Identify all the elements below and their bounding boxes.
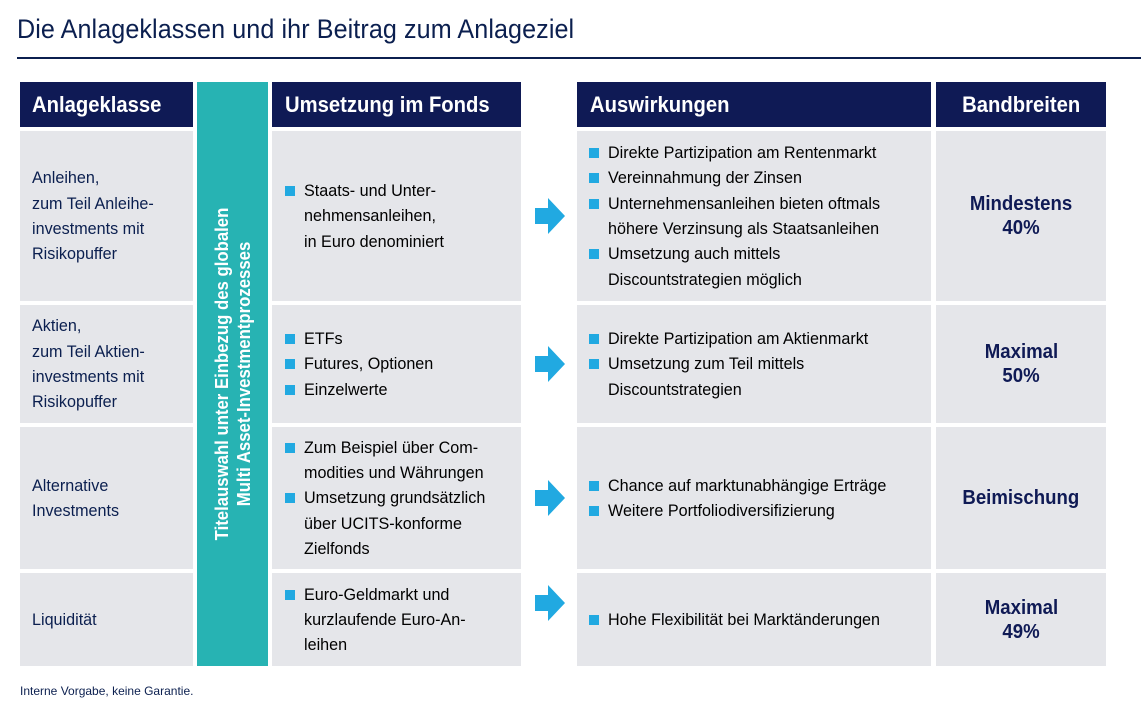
square-bullet-icon — [285, 590, 295, 600]
title-divider — [17, 57, 1141, 59]
square-bullet-icon — [589, 334, 599, 344]
asset-class-line: Anleihen, — [32, 168, 100, 188]
implementation-item-text — [304, 485, 495, 561]
effect-item-text — [608, 326, 882, 351]
header-auswirkungen-label: Auswirkungen — [590, 91, 730, 117]
row-1-implementation — [272, 131, 521, 301]
square-bullet-icon — [285, 385, 295, 395]
row-4-implementation — [272, 573, 521, 666]
asset-class-line: investments mit — [32, 219, 145, 238]
effect-item-line: Discountstrategien möglich — [608, 269, 802, 289]
header-bandbreiten-label: Bandbreiten — [961, 91, 1081, 117]
implementation-item — [285, 485, 521, 561]
effect-item-text — [608, 241, 812, 292]
asset-class-line: Risikopuffer — [32, 244, 117, 264]
implementation-item-line: Zielfonds — [304, 538, 370, 558]
header-umsetzung-label: Umsetzung im Fonds — [285, 91, 490, 117]
implementation-item-text — [304, 326, 345, 351]
row-4-range — [936, 573, 1106, 666]
row-4-asset-class — [20, 573, 193, 666]
effect-item — [589, 191, 931, 242]
square-bullet-icon — [285, 493, 295, 503]
asset-class-line: Aktien, — [32, 316, 82, 336]
square-bullet-icon — [285, 359, 295, 369]
implementation-item-line: ETFs — [304, 329, 343, 349]
effect-item-text — [608, 140, 891, 165]
row-4-effects — [577, 573, 931, 666]
row-2-effects — [577, 305, 931, 423]
effect-item-text — [608, 351, 815, 402]
implementation-item — [285, 326, 521, 351]
implementation-item-text — [304, 377, 392, 402]
asset-class-line: zum Teil Aktien- — [32, 341, 145, 361]
square-bullet-icon — [285, 334, 295, 344]
asset-class-line: zum Teil Anleihe- — [32, 193, 154, 213]
row-1-asset-class — [20, 131, 193, 301]
implementation-item-line: Futures, Optionen — [304, 354, 434, 374]
asset-class-line: Investments — [32, 501, 120, 520]
effect-item-line: Direkte Partizipation am Aktienmarkt — [608, 329, 869, 349]
implementation-item — [285, 377, 521, 402]
square-bullet-icon — [589, 199, 599, 209]
effect-item — [589, 326, 931, 351]
square-bullet-icon — [285, 186, 295, 196]
page-title: Die Anlageklassen und ihr Beitrag zum Anlageziel — [17, 14, 575, 44]
effect-item-text — [608, 191, 894, 242]
implementation-item-line: Euro-Geldmarkt und — [304, 584, 450, 604]
implementation-item-line: Einzelwerte — [304, 379, 388, 399]
effect-item — [589, 473, 931, 498]
square-bullet-icon — [589, 481, 599, 491]
effect-item-text — [608, 607, 894, 632]
effect-item-text — [608, 165, 812, 190]
asset-class-line: Liquidität — [32, 609, 97, 629]
implementation-item — [285, 582, 521, 658]
range-line: Maximal — [984, 341, 1058, 363]
effect-item-line: höhere Verzinsung als Staatsanleihen — [608, 219, 880, 238]
implementation-item — [285, 178, 521, 254]
range-line: 40% — [1002, 217, 1040, 239]
header-bandbreiten — [936, 82, 1106, 127]
square-bullet-icon — [589, 173, 599, 183]
range-line: 49% — [1002, 620, 1040, 643]
implementation-item — [285, 435, 521, 486]
square-bullet-icon — [589, 615, 599, 625]
implementation-item-line: Staats- und Unter- — [304, 181, 436, 201]
effect-item — [589, 165, 931, 190]
implementation-item-text — [304, 351, 440, 376]
implementation-item-line: nehmensanleihen, — [304, 206, 437, 226]
implementation-item-line: in Euro denominiert — [304, 231, 445, 251]
row-2-range — [936, 305, 1106, 423]
row-3-implementation — [272, 427, 521, 569]
row-3-asset-class — [20, 427, 193, 569]
implementation-item-text — [304, 178, 451, 254]
implementation-item-line: über UCITS-konforme — [304, 513, 462, 533]
implementation-item-text — [304, 435, 493, 486]
implementation-item-line: Zum Beispiel über Com- — [304, 437, 479, 457]
effect-item-line: Umsetzung auch mittels — [608, 244, 781, 264]
implementation-item-line: kurzlaufende Euro-An- — [304, 609, 466, 629]
row-2-implementation — [272, 305, 521, 423]
arrow-right-icon — [535, 346, 565, 382]
effect-item-text — [608, 498, 847, 523]
process-band — [197, 82, 268, 666]
range-line: Maximal — [984, 596, 1058, 619]
implementation-item-text — [304, 582, 474, 658]
range-line: 50% — [1002, 365, 1040, 387]
square-bullet-icon — [589, 249, 599, 259]
process-label — [211, 208, 255, 541]
row-3-range — [936, 427, 1106, 569]
effect-item-line: Umsetzung zum Teil mittels — [608, 354, 805, 374]
process-label-line2: Multi Asset-Investmentprozesses — [233, 241, 254, 507]
process-label-line1: Titelauswahl unter Einbezug des globalen — [211, 207, 232, 541]
effect-item — [589, 351, 931, 402]
header-umsetzung — [272, 82, 521, 127]
effect-item — [589, 241, 931, 292]
arrow-right-icon — [535, 585, 565, 621]
effect-item — [589, 607, 931, 632]
effect-item-text — [608, 473, 901, 498]
effect-item-line: Discountstrategien — [608, 379, 742, 399]
square-bullet-icon — [285, 443, 295, 453]
implementation-item-line: Umsetzung grundsätzlich — [304, 488, 486, 508]
asset-class-line: Risikopuffer — [32, 392, 117, 412]
arrow-right-icon — [535, 480, 565, 516]
header-anlageklasse — [20, 82, 193, 127]
range-line: Mindestens — [969, 193, 1073, 215]
implementation-item-line: modities und Währungen — [304, 463, 484, 483]
effect-item-line: Vereinnahmung der Zinsen — [608, 168, 802, 188]
effect-item-line: Weitere Portfoliodiversifizierung — [608, 501, 835, 520]
effect-item-line: Unternehmensanleihen bieten oftmals — [608, 193, 881, 213]
row-2-asset-class — [20, 305, 193, 423]
square-bullet-icon — [589, 359, 599, 369]
effect-item-line: Direkte Partizipation am Rentenmarkt — [608, 143, 877, 163]
range-line: Beimischung — [962, 487, 1080, 509]
implementation-item — [285, 351, 521, 376]
implementation-item-line: leihen — [304, 635, 348, 655]
effect-item-line: Chance auf marktunabhängige Erträge — [608, 475, 887, 495]
row-1-range — [936, 131, 1106, 301]
effect-item — [589, 140, 931, 165]
asset-class-line: Alternative — [32, 475, 109, 495]
asset-class-line: investments mit — [32, 367, 145, 386]
header-auswirkungen — [577, 82, 931, 127]
square-bullet-icon — [589, 506, 599, 516]
square-bullet-icon — [589, 148, 599, 158]
row-3-effects — [577, 427, 931, 569]
effect-item-line: Hohe Flexibilität bei Marktänderungen — [608, 609, 881, 629]
footnote: Interne Vorgabe, keine Garantie. — [20, 684, 194, 698]
arrow-right-icon — [535, 198, 565, 234]
header-anlageklasse-label: Anlageklasse — [32, 91, 162, 117]
effect-item — [589, 498, 931, 523]
row-1-effects — [577, 131, 931, 301]
